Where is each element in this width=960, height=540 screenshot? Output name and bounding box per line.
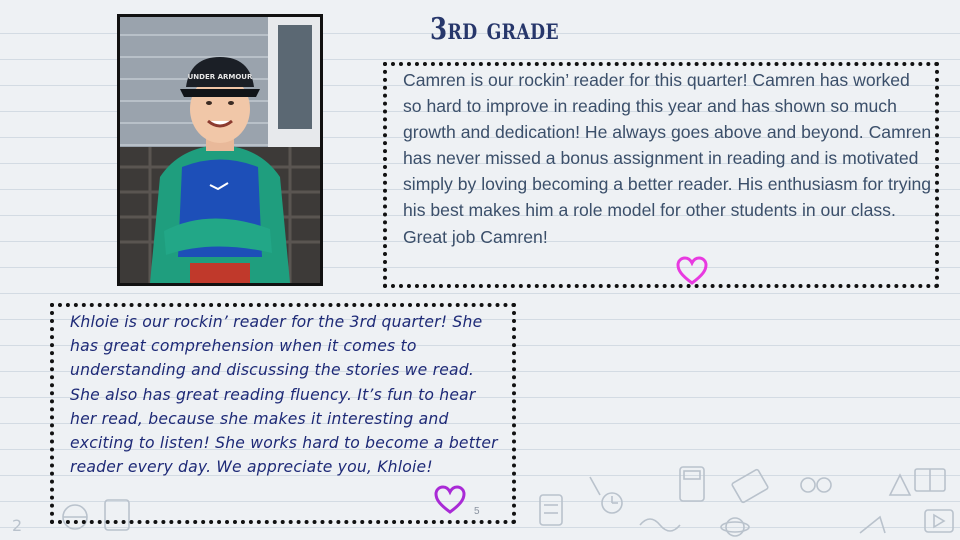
- page-number: 5: [474, 506, 480, 517]
- heart-icon: [434, 485, 466, 515]
- svg-text:2: 2: [12, 516, 23, 535]
- student-one-paragraph: Camren is our rockin’ reader for this quarter! Camren has worked so hard to improve in reading this year and has shown so much growth and dedication! He always goes above and beyond. Camren has never missed a bonus assignment in reading and is motivated simply by loving becoming a better reader. His enthusiasm for trying his best makes him a role model for other students in our class. Great job Camren!: [403, 70, 932, 247]
- page-title: 3rd grade: [430, 12, 560, 47]
- student-photo: [117, 14, 323, 286]
- cap-logo-text: UNDER ARMOUR: [187, 73, 253, 81]
- student-two-paragraph: Khloie is our rockin’ reader for the 3rd quarter! She has great comprehension when it comes to understanding and discussing the stories we read. She also has great reading fluency. It’s fun to hear her read, because she makes it interesting and exciting to listen! She works hard to become a better reader every day. We appreciate you, Khloie!: [70, 313, 498, 477]
- heart-icon: [676, 256, 708, 286]
